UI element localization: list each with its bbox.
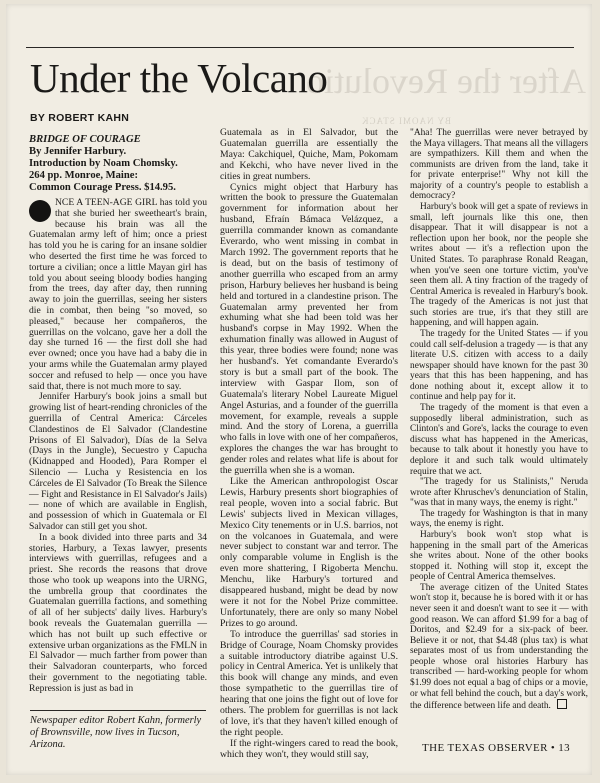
paragraph: Harbury's book will get a spate of reviews in small, left journals like this one, then disappear. That it will disappear is not a reflection upon her book, nor the people she writes about — it's a reflection upon the United States. To paraphrase Ronald Reagan, when you've seen one torture victim, you've seen them all. A tiny fraction of the tragedy of Central America is revealed in Harbury's book. The tragedy of the Americas is not just that such stories are true, it's that they still are happening, and will happen again.	[410, 202, 588, 329]
column-3	[410, 128, 588, 712]
magazine-page	[6, 4, 592, 775]
column-2	[220, 128, 398, 761]
paragraph: The tragedy of the moment is that even a supposedly liberal administration, such as Clinton's and Gore's, lacks the courage to even discuss what has happened in the Americas, because to talk about it honestly you have to deplore it and such talk would ultimately require that we act.	[410, 403, 588, 477]
book-introduction: Introduction by Noam Chomsky.	[29, 158, 178, 169]
top-rule	[26, 47, 574, 48]
article-byline: BY ROBERT KAHN	[30, 112, 130, 124]
paragraph: The tragedy for Washington is that in many ways, the enemy is right.	[410, 508, 588, 530]
paragraph: Jennifer Harbury's book joins a small but growing list of heart-rending chronicles of the guerrilla of Central America: Cárceles Clandestinos de El Salvador (Clandestine Prisons of El Salvador), Días de la Selva (Days in the Jungle), Secuestro y Capucha (Kidnapped and Hooded), Para Romper el Silencio — Lucha y Resistencia en los Cárceles de El Salvador (To Break the Silence — Fight and Resistance in El Salvador's Jails) — none of which are available in English, and possession of which in Guatemala or El Salvador can still get you shot.	[29, 391, 207, 532]
paragraph: If the right-wingers cared to read the book, which they won't, they would still say,	[220, 737, 398, 760]
book-author: By Jennifer Harbury.	[29, 146, 127, 157]
lead-in-caps: NCE A TEEN-AGE GIRL	[55, 197, 158, 208]
author-note-rule	[30, 710, 206, 711]
paragraph: "Aha! The guerrillas were never betrayed by the Maya villagers. That means all the villagers are sympathizers. Kill them and when the communists are driven from the land, take it for private enterprise!" Why not kill the majority of a country's people to establish a democracy?	[410, 128, 588, 202]
paragraph-text: has told you that she buried her sweetheart's brain, because his brain was all the Guatemalan army left of him; once a priest has told you he is caring for an insane soldier who deserted the first time he was forced to torture a civilian; once a little Mayan girl has told you about seeing bloody bodies hanging from the trees, day after day, then running away to join the guerrillas, seeing her sisters die in combat, then being "so moved, so pleased," because her compañeros, the guerrillas on the volcano, gave her a doll the day she turned 16 — the first doll she had ever owned; once you have had a baby die in your arms while the Guatemalan army played soccer and refused to help — once you have said that, there is not much more to say.	[29, 197, 207, 392]
paragraph-text: The average citizen of the United States won't stop it, because he is bored with it or has never seen it and doesn't want to see it — with good reason. We can afford $1.99 for a bag of Doritos, and $2.49 for a six-pack of beer. Believe it or not, that $4.48 (plus tax) is what separates most of us from understanding the people whose oral histories Harbury has transcribed — hard-working people for whom $1.99 does not equal a bag of chips or a movie, or what fell behind the couch, but a day's work, the difference between life and death.	[410, 582, 588, 712]
paragraph: Harbury's book won't stop what is happening in the small part of the Americas she writes about. None of the other books stopped it. Nothing will stop it, except the people of Central America themselves.	[410, 529, 588, 583]
page-number: 13	[558, 742, 570, 754]
column-1	[29, 128, 207, 695]
author-note: Newspaper editor Robert Kahn, formerly of Brownsville, now lives in Tucson, Arizona.	[30, 715, 202, 750]
end-mark-icon	[557, 699, 567, 709]
book-info	[29, 134, 207, 194]
paragraph: Like the American anthropologist Oscar Lewis, Harbury presents short biographies of real people, woven into a social fabric. But Lewis' subjects lived in Mexican villages, Mexico City tenements or in U.S. barrios, not on the volcanoes in Guatemala, and were never subject to constant war and terror. The only comparable volume in English is the even more shattering, I Rigoberta Menchu. Menchu, like Harbury's tortured and disappeared husband, might be dead by now were it not for the Nobel Prize committee. Unfortunately, there are only so many Nobel Prizes to go around.	[220, 476, 398, 629]
paragraph: Guatemala as in El Salvador, but the Guatemalan guerrilla are essentially the Maya: Cakchiquel, Quiche, Mam, Pokomam and Kekchi, who have never lived in the cities in great numbers.	[220, 127, 398, 182]
book-title: BRIDGE OF COURAGE	[29, 134, 141, 145]
bleed-through-headline: After the Revolutio	[306, 61, 586, 101]
article-headline: Under the Volcano	[30, 55, 328, 101]
paragraph: In a book divided into three parts and 34 stories, Harbury, a Texas lawyer, presents interviews with guerrillas, refugees and a priest. She records the reasons that drove those who took up weapons into the URNG, the umbrella group that coordinates the Guatemalan guerrilla factions, and something of all of her subjects' daily lives. Harbury's book reveals the Guatemalan guerrilla — which has not built up such effective or extensive urban organizations as the FMLN in El Salvador — much farther from power than their Salvadoran counterparts, who forced their government to the negotiating table. Repression is just as bad in	[29, 531, 207, 694]
book-publisher-price: Common Courage Press. $14.95.	[29, 182, 176, 193]
page-footer	[422, 742, 570, 754]
paragraph: The tragedy for the United States — if you could call self-delusion a tragedy — is that any literate U.S. citizen with access to a daily newspaper should have known for the past 30 years that this has been happening, and has done nothing about it, except allow it to continue and help pay for it.	[410, 328, 588, 403]
paragraph	[410, 583, 588, 712]
drop-cap-o-icon	[29, 200, 51, 222]
paragraph: Cynics might object that Harbury has written the book to pressure the Guatemalan government for information about her husband, Efraín Bámaca Velázquez, a guerrilla commander known as comandante Everardo, who went missing in combat in March 1992. The government reports that he is dead, but on the basis of testimony of another guerrilla who escaped from an army prison, Harbury believes her husband is being held and tortured in a clandestine prison. The Guatemalan army prevented her from exhuming what she had been told was her husband's corpse in May 1992. When the exhumation finally was allowed in August of this year, three bodies were found; none was her husband's. Yet comandante Everardo's story is but a small part of the book. The interview with Gaspar Ilom, son of Guatemala's literary Nobel Laureate Miguel Angel Asturias, and a founder of the guerrilla movement, for example, reveals a supple mind. And the story of Lorena, a guerrilla who falls in love with one of her compañeros, explores the changes the war has brought to gender roles and relates what life is about for the guerrilla when she is a woman.	[220, 181, 398, 477]
book-publisher-location: 264 pp. Monroe, Maine:	[29, 170, 138, 181]
paragraph: "The tragedy for us Stalinists," Neruda wrote after Khruschev's denunciation of Stalin, "was that in many ways, the enemy is right."	[410, 477, 588, 509]
publication-name: THE TEXAS OBSERVER	[422, 742, 548, 754]
paragraph: To introduce the guerrillas' sad stories in Bridge of Courage, Noam Chomsky provides a suitable introductory diatribe against U.S. policy in Central America. Yet is unlikely that this book will change any minds, and even those sympathetic to the guerrillas tire of hearing that one joins the fight out of love for others. The problem for guerrillas is not lack of love, it's that they haven't killed enough of the right people.	[220, 628, 398, 738]
footer-bullet: •	[550, 742, 556, 754]
paragraph	[29, 198, 207, 392]
bleed-through-byline: BY NAOMI STACK	[361, 116, 451, 126]
